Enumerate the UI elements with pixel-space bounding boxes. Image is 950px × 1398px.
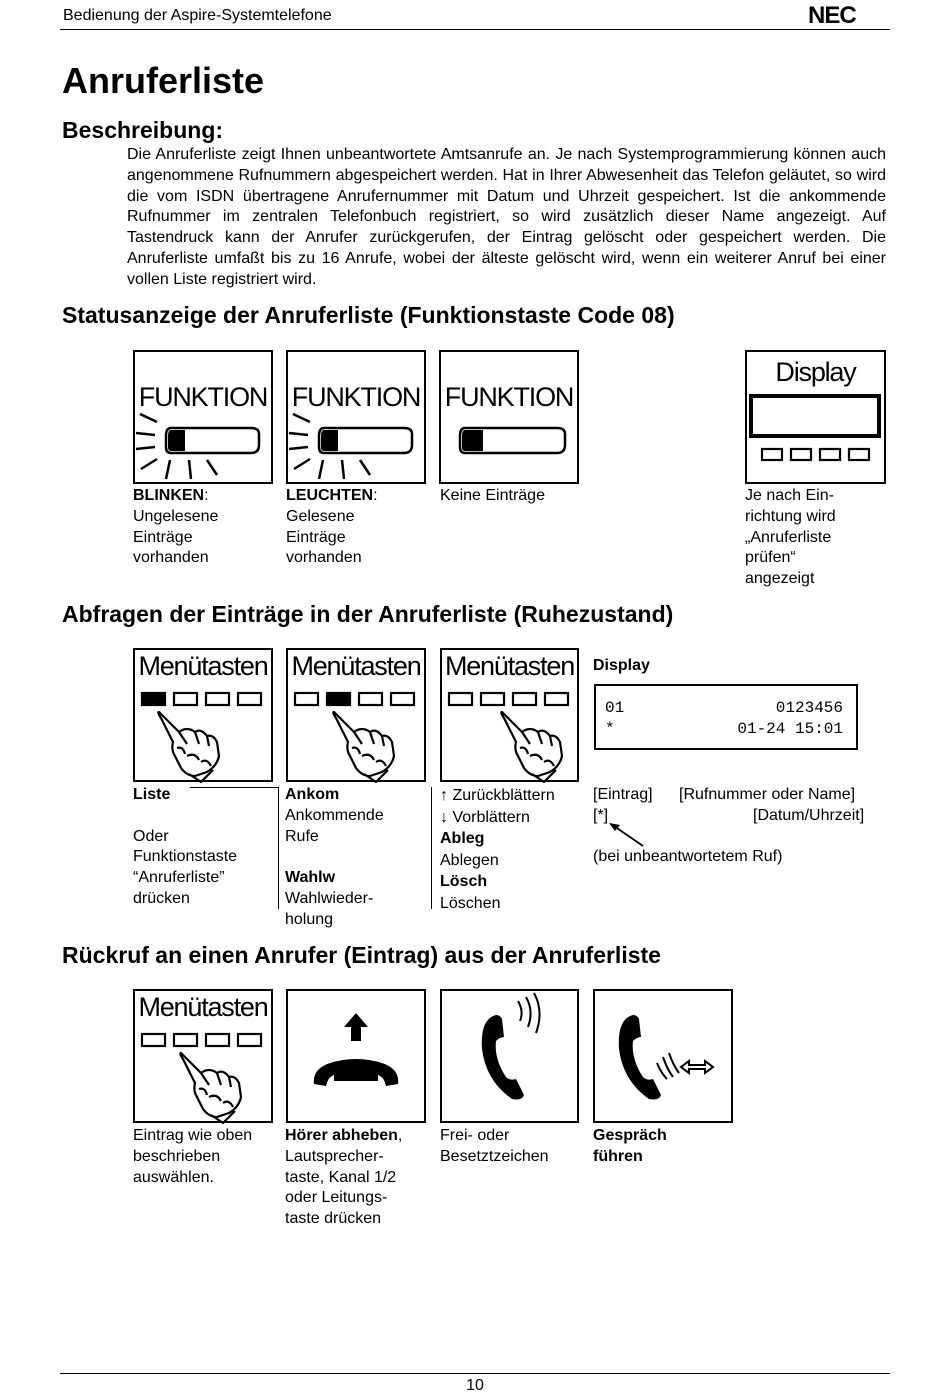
menu-keys-box-1 bbox=[133, 648, 273, 782]
divider-line bbox=[431, 787, 432, 909]
caption-line: Löschen bbox=[440, 894, 501, 912]
menu-label: Menütasten bbox=[291, 651, 421, 681]
display-icon bbox=[745, 350, 886, 484]
header-rule bbox=[60, 29, 890, 30]
ringing-box bbox=[440, 989, 579, 1123]
function-key-blinking bbox=[133, 350, 273, 484]
callback-caption-4 bbox=[593, 1126, 667, 1168]
caption-bold: Gespräch bbox=[593, 1127, 667, 1144]
caption-line: Einträge bbox=[133, 528, 193, 546]
lcd-legend-eintrag: [Eintrag] bbox=[593, 786, 653, 803]
caption-line: Ablegen bbox=[440, 851, 499, 869]
caption-line: Wahlwieder- bbox=[285, 889, 374, 907]
caption-line: richtung wird bbox=[745, 507, 836, 525]
caption-line: Besetztzeichen bbox=[440, 1147, 549, 1165]
pointer-arrow-icon bbox=[605, 820, 655, 850]
scroll-back-label: Zurückblättern bbox=[452, 787, 555, 804]
handset-lift-icon bbox=[286, 989, 426, 1123]
softkey-ableg: Ableg bbox=[440, 830, 485, 847]
pointing-hand-icon bbox=[180, 1053, 241, 1123]
caption-line: Rufe bbox=[285, 827, 319, 845]
conversation-phone-icon bbox=[593, 989, 733, 1123]
callback-heading: Rückruf an einen Anrufer (Eintrag) aus der Anruferliste bbox=[62, 942, 661, 968]
lcd-legend-star: [*] bbox=[593, 807, 609, 824]
caption-line: “Anruferliste” bbox=[133, 869, 225, 887]
query-display-label: Display bbox=[593, 657, 650, 674]
caption-line: prüfen“ bbox=[745, 549, 796, 567]
lit-bold: LEUCHTEN bbox=[286, 487, 374, 504]
lcd-legend-rufnummer: [Rufnummer oder Name] bbox=[679, 786, 856, 803]
lit-key-icon bbox=[286, 350, 426, 484]
caption-line: taste, Kanal 1/2 bbox=[285, 1168, 397, 1186]
scroll-forward-label: Vorblättern bbox=[452, 808, 530, 826]
menu-keys-icon bbox=[133, 989, 273, 1123]
query-heading: Abfragen der Einträge in der Anruferliste (Ruhezustand) bbox=[62, 601, 674, 627]
lcd-legend-note: (bei unbeantwortetem Ruf) bbox=[593, 848, 783, 865]
divider-line bbox=[278, 787, 279, 909]
caption-line: Ankommende bbox=[285, 806, 384, 824]
caption-line: Eintrag wie oben bbox=[133, 1127, 253, 1144]
callback-menu-box bbox=[133, 989, 273, 1123]
caption-line: beschrieben bbox=[133, 1147, 221, 1165]
caption-none: Keine Einträge bbox=[440, 487, 545, 504]
caption-line: Funktionstaste bbox=[133, 848, 238, 866]
function-label: FUNKTION bbox=[138, 382, 268, 412]
lift-handset-bold: Hörer abheben bbox=[285, 1127, 398, 1144]
pointing-hand-icon bbox=[158, 712, 219, 782]
pointing-hand-icon bbox=[501, 712, 562, 782]
callback-caption-2 bbox=[285, 1126, 402, 1230]
lcd-phone-number: 0123456 bbox=[775, 699, 843, 717]
menu-keys-box-3 bbox=[440, 648, 579, 782]
function-label: FUNKTION bbox=[291, 382, 421, 412]
softkey-ankom: Ankom bbox=[285, 786, 340, 803]
blinking-key-icon bbox=[133, 350, 273, 484]
function-label: FUNKTION bbox=[444, 382, 574, 412]
caption-line: Lautsprecher- bbox=[285, 1147, 384, 1165]
menu-label: Menütasten bbox=[138, 992, 268, 1022]
function-key-lit bbox=[286, 350, 426, 484]
description-text: Die Anruferliste zeigt Ihnen unbeantwortete Amtsanrufe an. Je nach Systemprogrammierung können auch angenommene Rufnummern abgespeichert werden. Hat in Ihrer Abwesenheit das Telefon geläutet, so wird die vom ISDN übertragene Anrufernummer mit Datum und Uhrzeit gespeichert. Ist die ankommende Rufnummer im zentralen Telefonbuch registriert, so wird zusätzlich dieser Name angezeigt. Auf Tastendruck kann der Anrufer zurückgerufen, der Eintrag gelöscht oder gespeichert werden. Die Anruferliste umfaßt bis zu 16 Anrufe, wobei der älteste gelöscht wird, wenn ein weiterer Anruf bei einer vollen Liste registriert wird. bbox=[127, 146, 886, 288]
blink-colon: : bbox=[204, 487, 209, 504]
callback-caption-1 bbox=[133, 1126, 252, 1188]
lcd-legend-datum: [Datum/Uhrzeit] bbox=[753, 807, 865, 824]
description-heading: Beschreibung: bbox=[62, 117, 224, 143]
lcd-star: * bbox=[605, 720, 615, 738]
query-caption-1 bbox=[133, 785, 237, 910]
caption-line: Je nach Ein- bbox=[745, 487, 834, 504]
menu-label: Menütasten bbox=[444, 651, 575, 681]
off-key-icon bbox=[439, 350, 579, 484]
caption-line: vorhanden bbox=[133, 549, 209, 567]
lit-colon: : bbox=[373, 487, 378, 504]
menu-label: Menütasten bbox=[138, 651, 268, 681]
arrow-up-icon: ↑ bbox=[440, 787, 453, 804]
function-key-off bbox=[439, 350, 579, 484]
comma: , bbox=[397, 1127, 403, 1144]
caption-line: auswählen. bbox=[133, 1168, 214, 1186]
caption-line: Gelesene bbox=[286, 507, 355, 525]
caption-line: taste drücken bbox=[285, 1210, 382, 1228]
ringing-phone-icon bbox=[440, 989, 579, 1123]
caption-line: vorhanden bbox=[286, 549, 362, 567]
caption-line: Einträge bbox=[286, 528, 346, 546]
footer-rule bbox=[60, 1373, 890, 1374]
lcd-entry-number: 01 bbox=[605, 699, 625, 717]
caption-line: holung bbox=[285, 910, 334, 928]
lcd-datetime: 01-24 15:01 bbox=[737, 720, 843, 738]
caption-line: oder Leitungs- bbox=[285, 1189, 388, 1207]
blink-bold: BLINKEN bbox=[133, 487, 205, 504]
softkey-liste: Liste bbox=[133, 786, 171, 803]
caption-line: drücken bbox=[133, 889, 190, 907]
handset-lift-box bbox=[286, 989, 426, 1123]
display-label: Display bbox=[775, 357, 856, 387]
page-title: Anruferliste bbox=[62, 60, 265, 101]
callback-caption-3 bbox=[440, 1126, 549, 1168]
caption-line: angezeigt bbox=[745, 570, 815, 588]
menu-keys-icon bbox=[440, 648, 579, 782]
pointing-hand-icon bbox=[333, 712, 394, 782]
header-title: Bedienung der Aspire-Systemtelefone bbox=[63, 7, 332, 24]
caption-line: „Anruferliste bbox=[745, 528, 832, 546]
caption-bold: führen bbox=[593, 1147, 643, 1165]
nec-logo: NEC bbox=[808, 2, 856, 29]
softkey-loesch: Lösch bbox=[440, 873, 488, 890]
caption-blinking bbox=[133, 486, 218, 569]
query-caption-3 bbox=[440, 785, 555, 914]
display-box bbox=[745, 350, 886, 484]
conversation-box bbox=[593, 989, 733, 1123]
query-caption-2 bbox=[285, 785, 384, 931]
caption-lit bbox=[286, 486, 378, 569]
page-number: 10 bbox=[466, 1377, 484, 1394]
lcd-display bbox=[594, 684, 858, 750]
status-heading: Statusanzeige der Anruferliste (Funktionstaste Code 08) bbox=[62, 302, 675, 328]
menu-keys-icon bbox=[286, 648, 426, 782]
menu-keys-icon bbox=[133, 648, 273, 782]
arrow-down-icon: ↓ bbox=[440, 808, 453, 826]
menu-keys-box-2 bbox=[286, 648, 426, 782]
caption-line: Oder bbox=[133, 827, 169, 845]
caption-line: Ungelesene bbox=[133, 507, 219, 525]
caption-line: Frei- oder bbox=[440, 1127, 510, 1144]
caption-display bbox=[745, 486, 836, 590]
softkey-wahlw: Wahlw bbox=[285, 869, 336, 887]
